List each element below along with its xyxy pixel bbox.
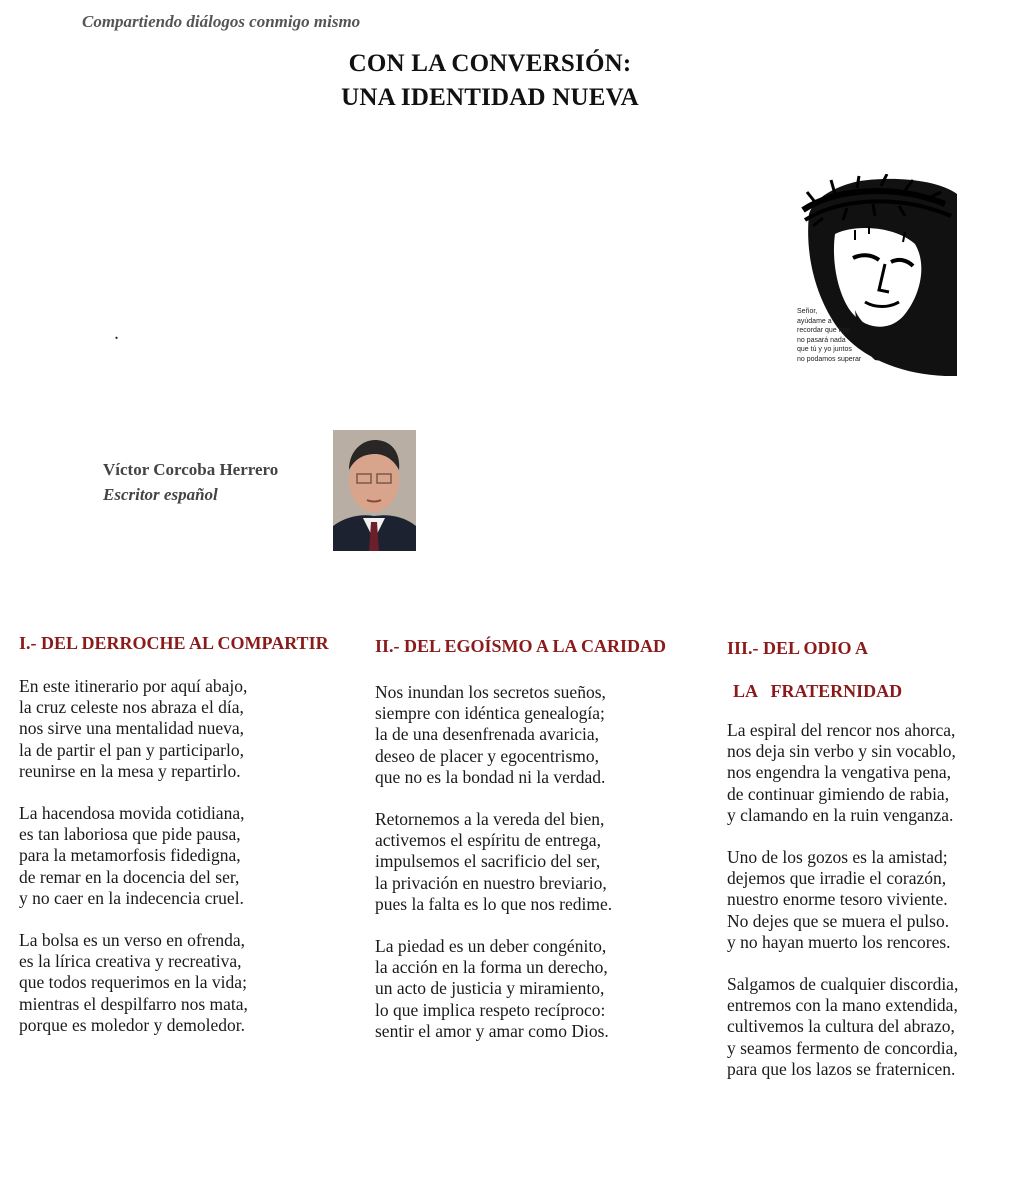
stanza xyxy=(375,936,710,1042)
verse-line: activemos el espíritu de entrega, xyxy=(375,830,601,851)
christ-caption xyxy=(797,307,881,364)
verse-line: nos engendra la vengativa pena, xyxy=(727,762,952,783)
verse-line: y no caer en la indecencia cruel. xyxy=(19,887,244,908)
verse-line: para la metamorfosis fidedigna, xyxy=(19,845,241,866)
section-2-heading: II.- DEL EGOÍSMO A LA CARIDAD xyxy=(375,636,667,656)
verse-line: Uno de los gozos es la amistad; xyxy=(727,847,948,868)
christ-illustration xyxy=(795,174,959,378)
section-2 xyxy=(375,636,710,1042)
verse-line: impulsemos el sacrificio del ser, xyxy=(375,851,601,872)
page-title-line-2: UNA IDENTIDAD NUEVA xyxy=(341,84,639,111)
verse-line: lo que implica respeto recíproco: xyxy=(375,999,606,1020)
verse-line: un acto de justicia y miramiento, xyxy=(375,978,605,999)
author-role: Escritor español xyxy=(103,485,218,504)
section-3-heading-line-2: LA FRATERNIDAD xyxy=(733,681,903,701)
verse-line: nos sirve una mentalidad nueva, xyxy=(19,718,245,739)
verse-line: es tan laboriosa que pide pausa, xyxy=(19,824,241,845)
verse-line: y clamando en la ruin venganza. xyxy=(727,804,954,825)
stanza xyxy=(727,847,1013,953)
caption-line: no pasará nada xyxy=(797,336,846,344)
verse-line: dejemos que irradie el corazón, xyxy=(727,868,947,889)
section-1 xyxy=(19,633,364,1036)
verse-line: de remar en la docencia del ser, xyxy=(19,866,240,887)
verse-line: para que los lazos se fraternicen. xyxy=(727,1058,956,1079)
stanza xyxy=(19,930,364,1036)
verse-line: Nos inundan los secretos sueños, xyxy=(375,682,606,702)
section-3 xyxy=(727,638,1013,1080)
caption-line: no podamos superar xyxy=(797,355,862,363)
verse-line: y no hayan muerto los rencores. xyxy=(727,931,951,952)
verse-line: la de partir el pan y participarlo, xyxy=(19,739,244,760)
verse-line: la privación en nuestro breviario, xyxy=(375,872,607,893)
stanza xyxy=(375,682,710,788)
verse-line: la cruz celeste nos abraza el día, xyxy=(19,697,244,718)
author-photo xyxy=(333,430,416,551)
verse-line: pues la falta es lo que nos redime. xyxy=(375,893,613,914)
verse-line: siempre con idéntica genealogía; xyxy=(375,703,605,724)
stanza xyxy=(727,974,1013,1080)
author-portrait xyxy=(333,430,416,551)
author-block xyxy=(103,457,278,507)
verse-line: reunirse en la mesa y repartirlo. xyxy=(19,760,241,781)
verse-line: nuestro enorme tesoro viviente. xyxy=(727,889,948,910)
verse-line: nos deja sin verbo y sin vocablo, xyxy=(727,741,956,762)
verse-line: es la lírica creativa y recreativa, xyxy=(19,951,242,972)
verse-line: deseo de placer y egocentrismo, xyxy=(375,745,600,766)
verse-line: entremos con la mano extendida, xyxy=(727,995,958,1016)
page-title-line-1: CON LA CONVERSIÓN: xyxy=(348,50,632,77)
stanza xyxy=(375,809,710,915)
caption-line: que tú y yo juntos xyxy=(797,346,852,353)
verse-line: mientras el despilfarro nos mata, xyxy=(19,993,248,1014)
verse-line: la de una desenfrenada avaricia, xyxy=(375,724,599,745)
section-3-heading: III.- DEL ODIO A xyxy=(727,638,869,658)
verse-line: La espiral del rencor nos ahorca, xyxy=(727,720,956,740)
verse-line: Salgamos de cualquier discordia, xyxy=(727,974,959,995)
author-name: Víctor Corcoba Herrero xyxy=(103,460,279,479)
caption-line: ayúdame a xyxy=(797,317,832,325)
stray-dot: . xyxy=(114,322,119,344)
series-title: Compartiendo diálogos conmigo mismo xyxy=(82,12,361,31)
stanza xyxy=(727,720,1013,826)
verse-line: que todos requerimos en la vida; xyxy=(19,972,247,993)
verse-line: La bolsa es un verso en ofrenda, xyxy=(19,930,245,951)
verse-line: la acción en la forma un derecho, xyxy=(375,957,608,978)
verse-line: En este itinerario por aquí abajo, xyxy=(19,676,248,696)
caption-line: Señor, xyxy=(797,308,818,315)
verse-line: La hacendosa movida cotidiana, xyxy=(19,803,245,824)
verse-line: La piedad es un deber congénito, xyxy=(375,936,607,957)
section-1-heading: I.- DEL DERROCHE AL COMPARTIR xyxy=(19,633,329,653)
caption-line: recordar que hoy xyxy=(797,327,850,334)
verse-line: sentir el amor y amar como Dios. xyxy=(375,1020,609,1041)
verse-line: cultivemos la cultura del abrazo, xyxy=(727,1016,955,1037)
verse-line: de continuar gimiendo de rabia, xyxy=(727,783,950,804)
verse-line: porque es moledor y demoledor. xyxy=(19,1014,245,1035)
stanza xyxy=(19,676,364,782)
verse-line: No dejes que se muera el pulso. xyxy=(727,910,950,931)
verse-line: que no es la bondad ni la verdad. xyxy=(375,766,606,787)
stanza xyxy=(19,803,364,909)
verse-line: Retornemos a la vereda del bien, xyxy=(375,809,605,830)
verse-line: y seamos fermento de concordia, xyxy=(727,1037,958,1058)
